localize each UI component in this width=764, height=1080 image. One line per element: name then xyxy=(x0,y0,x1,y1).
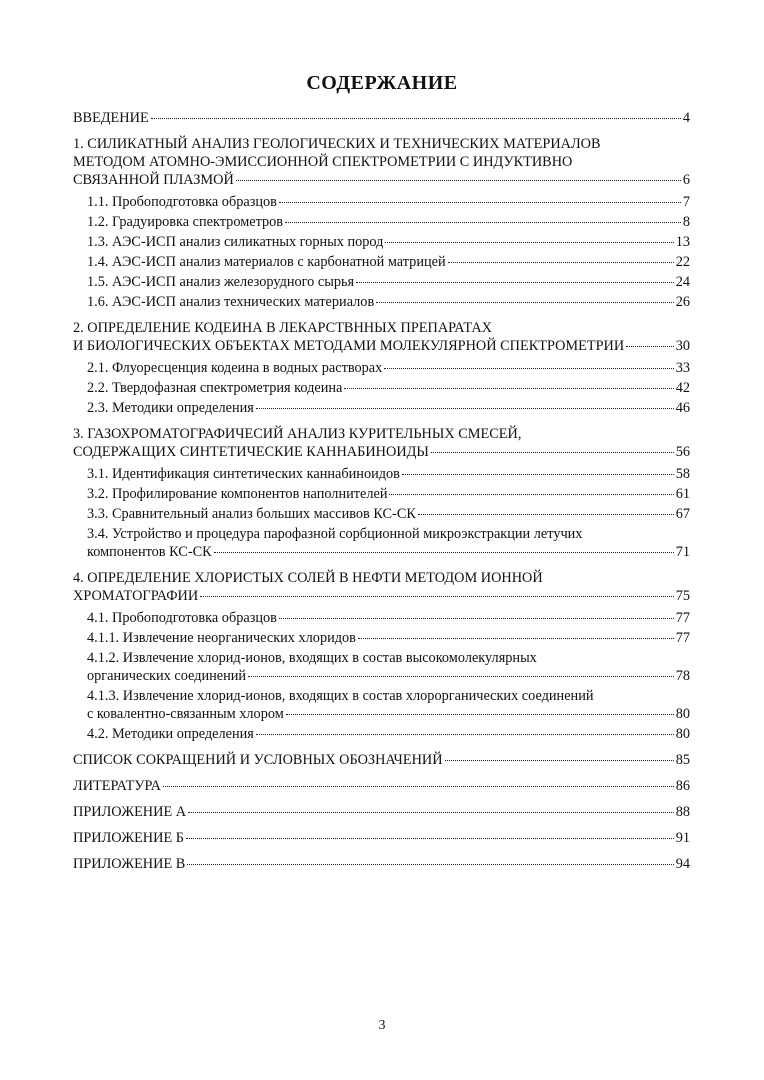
toc-entry-text: 1. СИЛИКАТНЫЙ АНАЛИЗ ГЕОЛОГИЧЕСКИХ И ТЕХНИЧЕСКИХ МАТЕРИАЛОВ xyxy=(73,136,601,152)
dot-leader xyxy=(402,473,674,475)
toc-page-number: 56 xyxy=(675,444,690,460)
dot-leader xyxy=(151,117,681,119)
toc-entry-text: СВЯЗАННОЙ ПЛАЗМОЙ xyxy=(73,172,234,188)
toc-entry[interactable] xyxy=(73,725,690,743)
toc-entry[interactable] xyxy=(73,609,690,627)
toc-page-number: 22 xyxy=(675,254,690,270)
toc-entry[interactable] xyxy=(73,379,690,397)
dot-leader xyxy=(448,261,674,263)
toc-entry-text: И БИОЛОГИЧЕСКИХ ОБЪЕКТАХ МЕТОДАМИ МОЛЕКУЛЯРНОЙ СПЕКТРОМЕТРИИ xyxy=(73,338,625,354)
toc-entry-text: 2. ОПРЕДЕЛЕНИЕ КОДЕИНА В ЛЕКАРСТВННЫХ ПРЕПАРАТАХ xyxy=(73,320,493,336)
toc-entry-text: ХРОМАТОГРАФИИ xyxy=(73,588,199,604)
toc-entry-text: ЛИТЕРАТУРА xyxy=(73,778,161,794)
dot-leader xyxy=(358,637,674,639)
toc-entry-text: 3.3. Сравнительный анализ больших массивов КС-СК xyxy=(87,506,416,522)
toc-entry-text: 3.4. Устройство и процедура парофазной сорбционной микроэкстракции летучих xyxy=(87,526,583,542)
toc-entry[interactable] xyxy=(73,319,690,355)
toc-entry[interactable] xyxy=(73,569,690,605)
toc-entry[interactable] xyxy=(73,525,690,561)
toc-page-number: 7 xyxy=(682,194,690,210)
toc-page-number: 13 xyxy=(675,234,690,250)
toc-entry-text: компонентов КС-СК xyxy=(87,544,212,560)
toc-entry-text: 1.2. Градуировка спектрометров xyxy=(87,214,284,230)
dot-leader xyxy=(256,733,674,735)
toc-entry[interactable] xyxy=(73,273,690,291)
toc-entry-text: 1.1. Пробоподготовка образцов xyxy=(87,194,277,210)
toc-entry-text: СПИСОК СОКРАЩЕНИЙ И УСЛОВНЫХ ОБОЗНАЧЕНИЙ xyxy=(73,752,443,768)
toc-page-number: 80 xyxy=(675,706,690,722)
toc-entry-text: ВВЕДЕНИЕ xyxy=(73,110,149,126)
toc-entry[interactable] xyxy=(73,425,690,461)
toc-page-number: 94 xyxy=(675,856,690,872)
dot-leader xyxy=(236,179,681,181)
toc-page-number: 61 xyxy=(675,486,690,502)
dot-leader xyxy=(279,617,674,619)
dot-leader xyxy=(376,301,674,303)
toc-page-number: 71 xyxy=(675,544,690,560)
dot-leader xyxy=(445,759,674,761)
toc-entry-text: 4.1. Пробоподготовка образцов xyxy=(87,610,277,626)
toc-page-number: 24 xyxy=(675,274,690,290)
toc-entry-text: ПРИЛОЖЕНИЕ А xyxy=(73,804,187,820)
toc-page-number: 42 xyxy=(675,380,690,396)
toc-page-number: 4 xyxy=(682,110,690,126)
toc-page-number: 46 xyxy=(675,400,690,416)
toc-entry-text: 1.4. АЭС-ИСП анализ материалов с карбонатной матрицей xyxy=(87,254,446,270)
toc-entry-text: 4.1.2. Извлечение хлорид-ионов, входящих в состав высокомолекулярных xyxy=(87,650,537,666)
toc-page-number: 67 xyxy=(675,506,690,522)
toc-entry-text: 1.6. АЭС-ИСП анализ технических материалов xyxy=(87,294,375,310)
dot-leader xyxy=(214,551,674,553)
toc-entry[interactable] xyxy=(73,751,690,769)
toc-entry-text: 2.1. Флуоресценция кодеина в водных растворах xyxy=(87,360,383,376)
dot-leader xyxy=(256,407,674,409)
toc-entry-text: ПРИЛОЖЕНИЕ В xyxy=(73,856,186,872)
dot-leader xyxy=(187,863,673,865)
dot-leader xyxy=(418,513,674,515)
dot-leader xyxy=(188,811,674,813)
dot-leader xyxy=(285,221,681,223)
dot-leader xyxy=(344,387,673,389)
toc-page-number: 30 xyxy=(675,338,690,354)
toc-entry[interactable] xyxy=(73,109,690,127)
toc-entry-text: 4.1.3. Извлечение хлорид-ионов, входящих в состав хлорорганических соединений xyxy=(87,688,594,704)
toc-page-number: 91 xyxy=(675,830,690,846)
toc-entry-text: 3.1. Идентификация синтетических каннабиноидов xyxy=(87,466,400,482)
toc-entry-text: 3. ГАЗОХРОМАТОГРАФИЧЕСИЙ АНАЛИЗ КУРИТЕЛЬНЫХ СМЕСЕЙ, xyxy=(73,426,522,442)
toc-page-number: 75 xyxy=(675,588,690,604)
dot-leader xyxy=(186,837,674,839)
toc-page-number: 85 xyxy=(675,752,690,768)
toc-entry[interactable] xyxy=(73,233,690,251)
toc-entry[interactable] xyxy=(73,465,690,483)
toc-entry[interactable] xyxy=(73,649,690,685)
toc-entry[interactable] xyxy=(73,359,690,377)
toc-entry[interactable] xyxy=(73,829,690,847)
toc-page-number: 77 xyxy=(675,630,690,646)
toc-entry[interactable] xyxy=(73,505,690,523)
dot-leader xyxy=(200,595,674,597)
dot-leader xyxy=(389,493,673,495)
toc-page-number: 80 xyxy=(675,726,690,742)
page-title: СОДЕРЖАНИЕ xyxy=(306,72,458,94)
toc-page-number: 6 xyxy=(682,172,690,188)
dot-leader xyxy=(385,241,673,243)
toc-entry[interactable] xyxy=(73,135,690,189)
table-of-contents xyxy=(73,109,690,873)
toc-page-number: 78 xyxy=(675,668,690,684)
toc-entry-text: органических соединений xyxy=(87,668,247,684)
toc-entry[interactable] xyxy=(73,777,690,795)
dot-leader xyxy=(384,367,673,369)
toc-page-number: 26 xyxy=(675,294,690,310)
toc-page-number: 58 xyxy=(675,466,690,482)
toc-entry-text: ПРИЛОЖЕНИЕ Б xyxy=(73,830,184,846)
toc-entry[interactable] xyxy=(73,213,690,231)
dot-leader xyxy=(626,345,673,347)
toc-entry[interactable] xyxy=(73,485,690,503)
toc-entry[interactable] xyxy=(73,855,690,873)
dot-leader xyxy=(163,785,674,787)
toc-entry[interactable] xyxy=(73,629,690,647)
toc-entry-text: 3.2. Профилирование компонентов наполнителей xyxy=(87,486,388,502)
toc-entry-text: 1.3. АЭС-ИСП анализ силикатных горных пород xyxy=(87,234,384,250)
toc-page-number: 88 xyxy=(675,804,690,820)
dot-leader xyxy=(431,451,674,453)
dot-leader xyxy=(286,713,674,715)
dot-leader xyxy=(356,281,674,283)
toc-entry[interactable] xyxy=(73,687,690,723)
toc-entry[interactable] xyxy=(73,293,690,311)
toc-entry-text: 4.2. Методики определения xyxy=(87,726,254,742)
toc-entry[interactable] xyxy=(73,253,690,271)
toc-page-number: 33 xyxy=(675,360,690,376)
toc-page-number: 77 xyxy=(675,610,690,626)
toc-entry-text: 1.5. АЭС-ИСП анализ железорудного сырья xyxy=(87,274,355,290)
toc-page-number: 86 xyxy=(675,778,690,794)
toc-entry[interactable] xyxy=(73,399,690,417)
toc-entry-text: 4. ОПРЕДЕЛЕНИЕ ХЛОРИСТЫХ СОЛЕЙ В НЕФТИ МЕТОДОМ ИОННОЙ xyxy=(73,570,543,586)
toc-entry-text: МЕТОДОМ АТОМНО-ЭМИССИОННОЙ СПЕКТРОМЕТРИИ С ИНДУКТИВНО xyxy=(73,154,573,170)
toc-entry-text: 2.3. Методики определения xyxy=(87,400,254,416)
dot-leader xyxy=(279,201,681,203)
toc-entry-text: СОДЕРЖАЩИХ СИНТЕТИЧЕСКИЕ КАННАБИНОИДЫ xyxy=(73,444,429,460)
toc-entry-text: с ковалентно-связанным хлором xyxy=(87,706,284,722)
page-number: 3 xyxy=(378,1018,386,1033)
toc-page-number: 8 xyxy=(682,214,690,230)
toc-entry-text: 2.2. Твердофазная спектрометрия кодеина xyxy=(87,380,343,396)
dot-leader xyxy=(248,675,674,677)
toc-entry[interactable] xyxy=(73,803,690,821)
toc-entry[interactable] xyxy=(73,193,690,211)
toc-entry-text: 4.1.1. Извлечение неорганических хлоридов xyxy=(87,630,356,646)
